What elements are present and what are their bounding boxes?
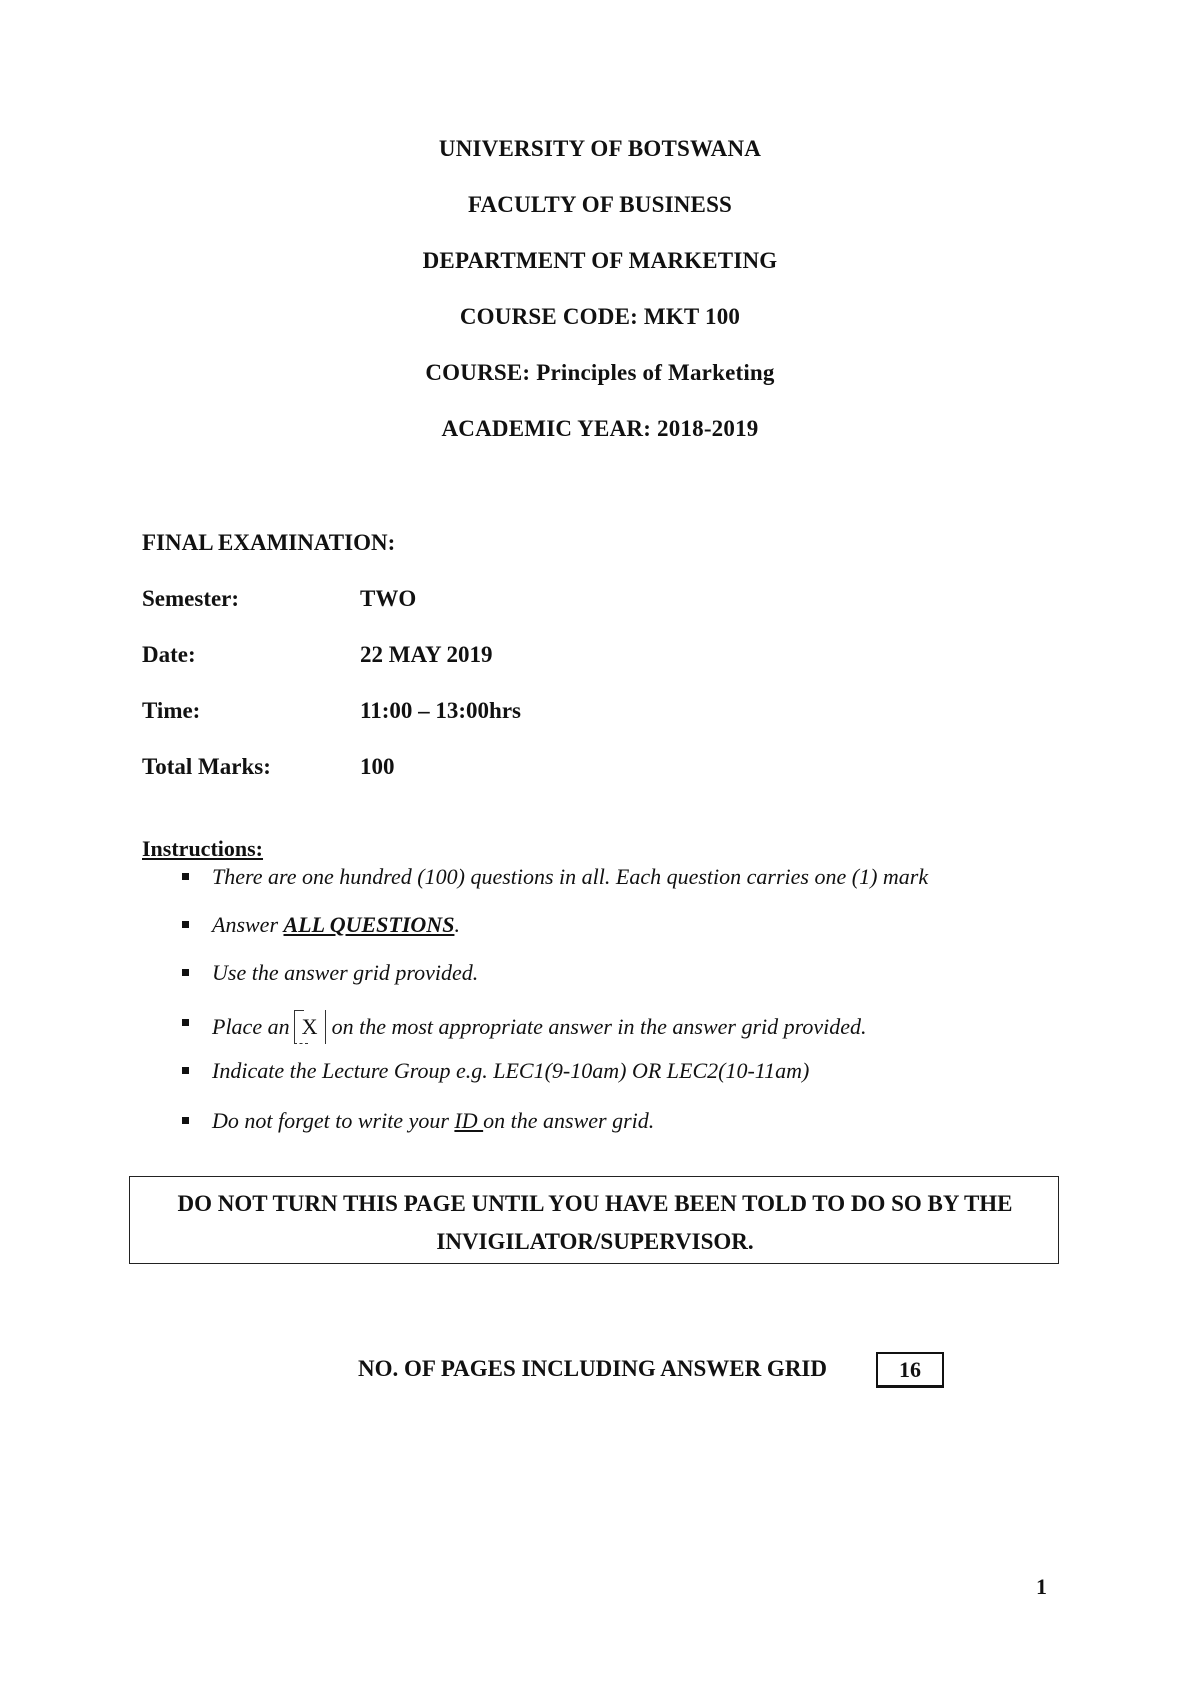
instruction-text [212, 912, 460, 938]
instruction-item [182, 1058, 1082, 1088]
info-label: Total Marks: [142, 754, 271, 779]
pages-count-box: 16 [876, 1352, 944, 1388]
info-row-date [142, 642, 842, 672]
bullet-icon [182, 1117, 189, 1124]
notice-line-1: DO NOT TURN THIS PAGE UNTIL YOU HAVE BEEN TOLD TO DO SO BY THE [177, 1191, 1013, 1216]
info-value: 11:00 – 13:00hrs [360, 698, 521, 723]
university-name: UNIVERSITY OF BOTSWANA [438, 136, 762, 161]
faculty-name: FACULTY OF BUSINESS [467, 192, 733, 217]
instruction-item [182, 1108, 1082, 1138]
instruction-text-post: . [454, 912, 460, 937]
course-code: COURSE CODE: MKT 100 [459, 304, 741, 329]
info-label: Time: [142, 698, 201, 723]
notice-line-2: INVIGILATOR/SUPERVISOR. [436, 1229, 754, 1254]
instruction-text-post: on the most appropriate answer in the answer grid provided. [331, 1014, 867, 1039]
department-name: DEPARTMENT OF MARKETING [422, 248, 778, 273]
bullet-icon [182, 1019, 189, 1026]
info-value: 22 MAY 2019 [360, 642, 493, 667]
pages-label: NO. OF PAGES INCLUDING ANSWER GRID [358, 1356, 827, 1381]
academic-year: ACADEMIC YEAR: 2018-2019 [441, 416, 759, 441]
instruction-item [182, 1010, 1082, 1040]
bullet-icon [182, 873, 189, 880]
instruction-emphasis: ALL QUESTIONS [283, 912, 455, 937]
instruction-item [182, 912, 1082, 942]
instruction-item [182, 960, 1082, 990]
info-row-total-marks [142, 754, 842, 784]
instruction-text: Use the answer grid provided. [212, 960, 479, 985]
info-row-time [142, 698, 842, 728]
instruction-text-pre: Do not forget to write your [212, 1108, 455, 1133]
info-label: Date: [142, 642, 196, 667]
info-value: 100 [360, 754, 395, 779]
bullet-icon [182, 921, 189, 928]
instruction-text-pre: Place an [212, 1014, 290, 1039]
bullet-icon [182, 969, 189, 976]
page-number: 1 [1036, 1574, 1047, 1599]
instruction-text: There are one hundred (100) questions in all. Each question carries one (1) mark [212, 864, 929, 889]
exam-title: FINAL EXAMINATION: [142, 530, 396, 555]
instruction-item [182, 864, 1082, 894]
instruction-text [212, 1108, 654, 1134]
notice-box [129, 1176, 1059, 1264]
instruction-text: Indicate the Lecture Group e.g. LEC1(9-10am) OR LEC2(10-11am) [212, 1058, 810, 1083]
instruction-text-pre: Answer [212, 912, 284, 937]
x-mark: X [301, 1014, 318, 1039]
bullet-icon [182, 1067, 189, 1074]
instruction-text [212, 1010, 867, 1044]
info-value: TWO [360, 586, 417, 611]
info-row-semester [142, 586, 842, 616]
info-label: Semester: [142, 586, 240, 611]
instruction-text-post: on the answer grid. [483, 1108, 655, 1133]
course-name: COURSE: Principles of Marketing [425, 360, 775, 385]
x-mark-box-icon [294, 1010, 326, 1044]
instructions-heading: Instructions: [142, 836, 264, 861]
instruction-underlined: ID [454, 1108, 484, 1133]
